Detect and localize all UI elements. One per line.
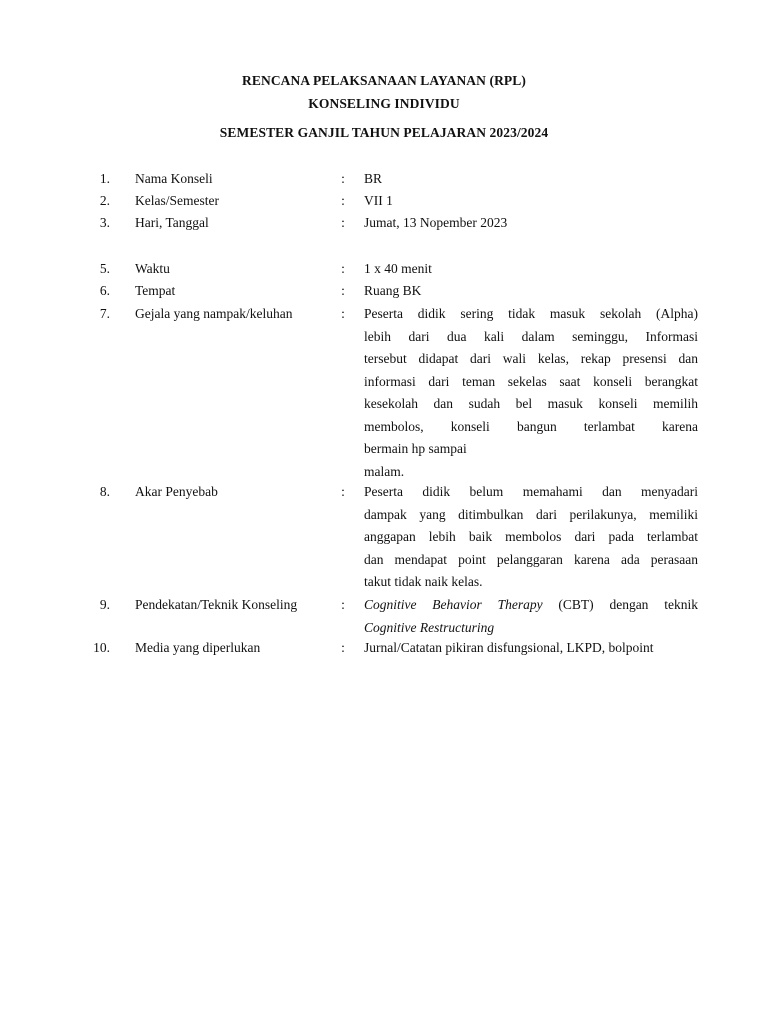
row-label: Gejala yang nampak/keluhan [135, 306, 293, 321]
row-value-paragraph [364, 303, 698, 483]
paragraph-line: Peserta didik sering tidak masuk sekolah (Alpha) [364, 306, 698, 321]
therapy-name: Cognitive Behavior Therapy [364, 597, 543, 612]
paragraph-line: Peserta didik belum memahami dan menyadari [364, 484, 698, 499]
row-number: 6. [99, 283, 110, 298]
paragraph-line: bermain hp sampai [364, 441, 467, 456]
row-colon: : [341, 306, 345, 321]
paragraph-line: informasi dari teman sekelas saat konseli berangkat [364, 373, 698, 389]
paragraph-line: membolos, konseli bangun terlambat karena [364, 418, 698, 434]
technique-name: Cognitive Restructuring [364, 619, 495, 635]
row-value: 1 x 40 menit [364, 261, 432, 276]
row-number: 5. [99, 261, 110, 276]
row-number: 1. [99, 171, 110, 186]
row-value: VII 1 [364, 193, 393, 208]
row-value: Jurnal/Catatan pikiran disfungsional, LKPD, bolpoint [364, 640, 654, 655]
row-value-paragraph [364, 594, 698, 639]
row-label: Kelas/Semester [135, 193, 219, 208]
row-value-paragraph [364, 481, 698, 594]
row-value: Jumat, 13 Nopember 2023 [364, 215, 508, 230]
document-semester: SEMESTER GANJIL TAHUN PELAJARAN 2023/2024 [219, 125, 549, 140]
row-colon: : [341, 193, 345, 208]
row-colon: : [341, 171, 345, 186]
row-number: 9. [99, 597, 110, 612]
row-value: BR [364, 171, 383, 186]
row-colon: : [341, 261, 345, 276]
paragraph-line: anggapan lebih baik membolos dari pada terlambat [364, 529, 698, 544]
paragraph-line: lebih dari dua kali dalam seminggu, Informasi [364, 328, 698, 344]
row-number: 3. [99, 215, 110, 230]
row-label: Waktu [135, 261, 170, 276]
row-number: 2. [99, 193, 110, 208]
row-colon: : [341, 484, 345, 499]
paragraph-line: malam. [364, 463, 405, 479]
row-number: 8. [99, 484, 110, 499]
paragraph-line [364, 594, 698, 617]
row-label: Hari, Tanggal [135, 215, 209, 230]
row-label: Media yang diperlukan [135, 640, 261, 655]
row-colon: : [341, 283, 345, 298]
row-number: 10. [93, 640, 110, 655]
row-value: Ruang BK [364, 283, 422, 298]
row-number: 7. [99, 306, 110, 321]
row-label: Nama Konseli [135, 171, 213, 186]
row-colon: : [341, 597, 345, 612]
paragraph-line: dan mendapat point pelanggaran karena ada perasaan [364, 551, 698, 567]
paragraph-line: kesekolah dan sudah bel masuk konseli memilih [364, 396, 698, 411]
row-label: Tempat [135, 283, 176, 298]
paragraph-line: dampak yang ditimbulkan dari perilakunya, memiliki [364, 506, 698, 522]
row-label: Akar Penyebab [135, 484, 218, 499]
document-subtitle: KONSELING INDIVIDU [308, 96, 460, 111]
row-colon: : [341, 215, 345, 230]
therapy-suffix: (CBT) dengan teknik [542, 597, 698, 612]
row-colon: : [341, 640, 345, 655]
row-label: Pendekatan/Teknik Konseling [135, 597, 298, 612]
document-title: RENCANA PELAKSANAAN LAYANAN (RPL) [242, 73, 526, 88]
paragraph-line: takut tidak naik kelas. [364, 574, 483, 589]
paragraph-line: tersebut didapat dari wali kelas, rekap presensi dan [364, 351, 698, 366]
